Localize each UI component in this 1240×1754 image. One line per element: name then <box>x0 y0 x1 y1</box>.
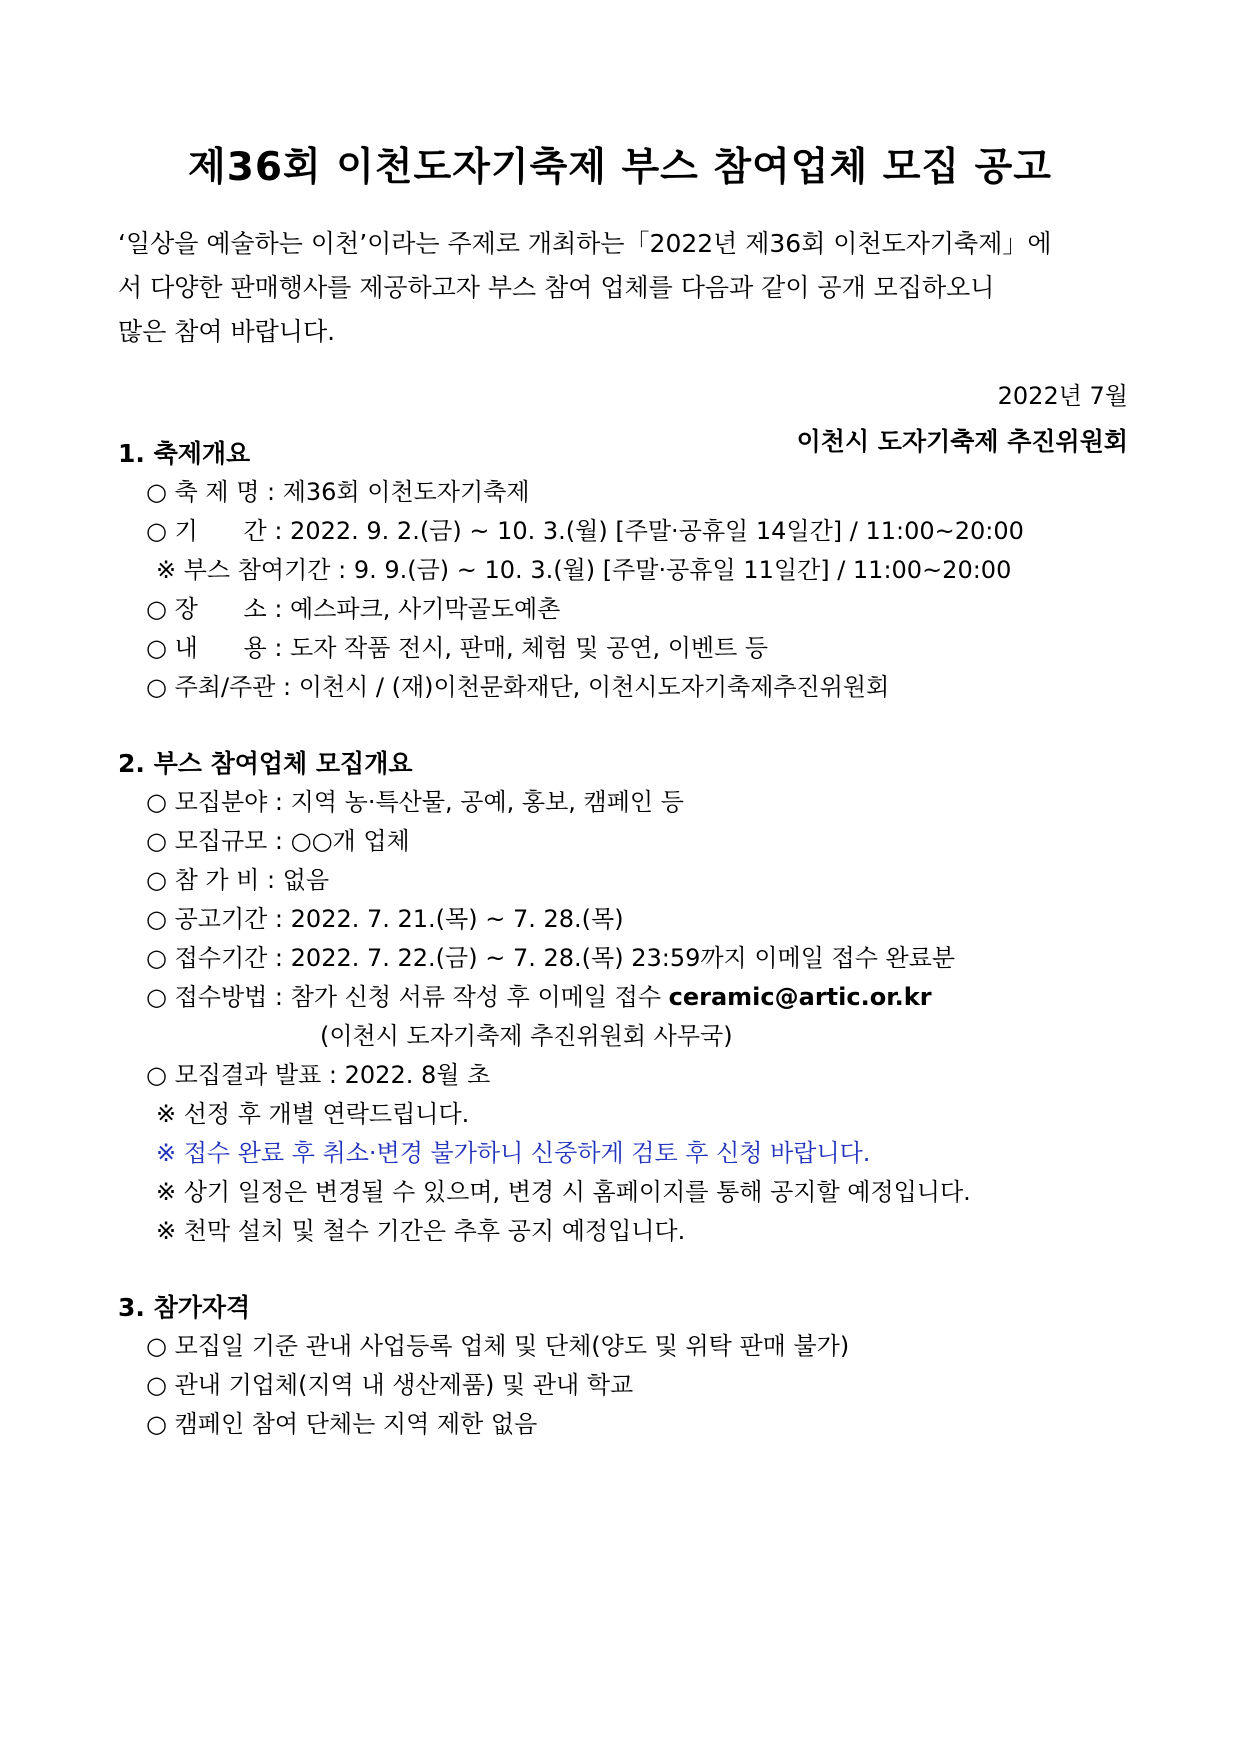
list-item: ○ 기 간 : 2022. 9. 2.(금) ~ 10. 3.(월) [주말·공휴일 14일간] / 11:00~20:00 <box>146 517 1024 545</box>
note-item-highlight: ※ 접수 완료 후 취소·변경 불가하니 신중하게 검토 후 신청 바랍니다. <box>156 1139 871 1167</box>
list-item: ○ 축 제 명 : 제36회 이천도자기축제 <box>146 478 530 506</box>
section-heading-recruitment: 2. 부스 참여업체 모집개요 <box>118 749 413 778</box>
section-heading-overview: 1. 축제개요 <box>118 439 251 468</box>
notice-date: 2022년 7월 <box>997 382 1128 410</box>
list-item: ○ 참 가 비 : 없음 <box>146 866 330 894</box>
note-item: ※ 상기 일정은 변경될 수 있으며, 변경 시 홈페이지를 통해 공지할 예정입니다. <box>156 1178 971 1206</box>
list-item: ○ 접수기간 : 2022. 7. 22.(금) ~ 7. 28.(목) 23:59까지 이메일 접수 완료분 <box>146 944 956 972</box>
list-item: ○ 주최/주관 : 이천시 / (재)이천문화재단, 이천시도자기축제추진위원회 <box>146 673 890 701</box>
email-address[interactable]: ceramic@artic.or.kr <box>668 983 932 1011</box>
list-item: ○ 캠페인 참여 단체는 지역 제한 없음 <box>146 1410 538 1438</box>
intro-line: ‘일상을 예술하는 이천’이라는 주제로 개최하는「2022년 제36회 이천도자기축제」에 <box>118 229 1052 258</box>
intro-line: 서 다양한 판매행사를 제공하고자 부스 참여 업체를 다음과 같이 공개 모집하오니 <box>118 273 995 302</box>
section-heading-eligibility: 3. 참가자격 <box>118 1293 251 1322</box>
intro-paragraph <box>118 222 1128 354</box>
list-item: ○ 장 소 : 예스파크, 사기막골도예촌 <box>146 595 561 623</box>
organization-name: 이천시 도자기축제 추진위원회 <box>796 427 1128 456</box>
list-item-application-method <box>146 979 932 1015</box>
note-item: ※ 천막 설치 및 철수 기간은 추후 공지 예정입니다. <box>156 1217 686 1245</box>
list-item: ○ 모집분야 : 지역 농·특산물, 공예, 홍보, 캠페인 등 <box>146 788 684 816</box>
application-method-sub: (이천시 도자기축제 추진위원회 사무국) <box>320 1022 733 1050</box>
list-item: ○ 공고기간 : 2022. 7. 21.(목) ~ 7. 28.(목) <box>146 905 624 933</box>
list-item: ○ 관내 기업체(지역 내 생산제품) 및 관내 학교 <box>146 1371 634 1399</box>
list-item: ○ 모집규모 : ○○개 업체 <box>146 827 410 855</box>
list-item: ○ 내 용 : 도자 작품 전시, 판매, 체험 및 공연, 이벤트 등 <box>146 634 769 662</box>
note-item: ※ 선정 후 개별 연락드립니다. <box>156 1100 470 1128</box>
list-item: ○ 모집일 기준 관내 사업등록 업체 및 단체(양도 및 위탁 판매 불가) <box>146 1332 850 1360</box>
application-method-label: ○ 접수방법 : 참가 신청 서류 작성 후 이메일 접수 <box>146 983 669 1011</box>
page-title: 제36회 이천도자기축제 부스 참여업체 모집 공고 <box>188 145 1052 190</box>
intro-line: 많은 참여 바랍니다. <box>118 317 336 346</box>
list-item: ○ 모집결과 발표 : 2022. 8월 초 <box>146 1061 491 1089</box>
note-item: ※ 부스 참여기간 : 9. 9.(금) ~ 10. 3.(월) [주말·공휴일 11일간] / 11:00~20:00 <box>156 556 1012 584</box>
